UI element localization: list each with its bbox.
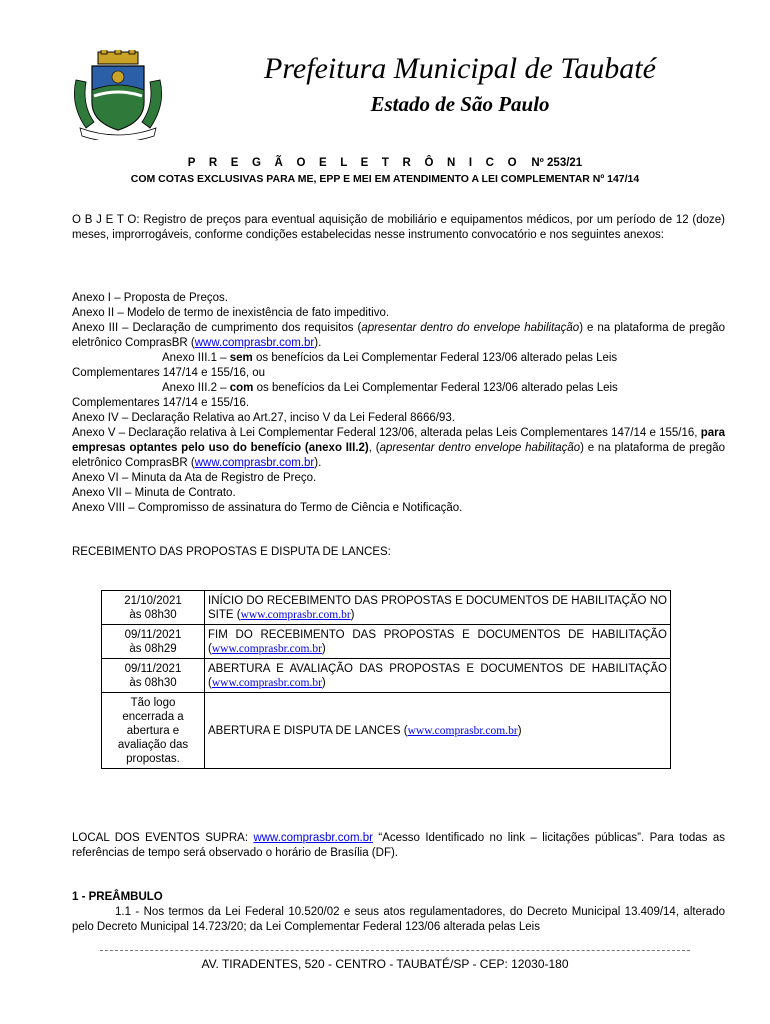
anexo-3-end: ). — [314, 337, 322, 349]
schedule-desc: ABERTURA E DISPUTA DE LANCES ( — [208, 725, 408, 737]
anexo-3-2-post: os benefícios da Lei Complementar Federal 123/06 alterado pelas Leis — [253, 382, 618, 394]
schedule-time: às 08h30 — [129, 609, 177, 621]
comprasbr-link[interactable]: www.comprasbr.com.br — [211, 677, 322, 689]
schedule-desc: INÍCIO DO RECEBIMENTO DAS PROPOSTAS E DOCUMENTOS DE HABILITAÇÃO NO SITE ( — [208, 595, 667, 621]
anexo-3-2 — [72, 381, 725, 396]
anexo-3 — [72, 321, 725, 351]
schedule-date: Tão logo encerrada a abertura e avaliação das propostas. — [117, 697, 189, 765]
table-row — [102, 625, 671, 659]
schedule-date: 09/11/2021 — [124, 663, 182, 675]
schedule-table — [101, 590, 671, 769]
preambulo-text: 1.1 - Nos termos da Lei Federal 10.520/02 e seus atos regulamentadores, do Decreto Municipal 13.409/14, alterado pelo Decreto Municipal 14.723/20; da Lei Complementar Federal 123/06 alterada pelas Leis — [72, 906, 725, 933]
local-text: “Acesso Identificado no link – licitações públicas”. Para todas as referências de tempo será observado o horário de Brasília (DF). — [72, 832, 725, 859]
schedule-time: às 08h29 — [129, 643, 177, 655]
anexo-5-bold: para empresas optantes pelo uso do benefício (anexo III.2) — [72, 427, 725, 454]
schedule-desc-cell — [205, 693, 671, 769]
footer-divider — [100, 950, 690, 951]
schedule-desc: FIM DO RECEBIMENTO DAS PROPOSTAS E DOCUMENTOS DE HABILITAÇÃO ( — [208, 629, 667, 655]
objeto-label: O B J E T O: — [72, 214, 140, 226]
city-crest-icon — [68, 50, 168, 140]
anexo-3-1 — [72, 351, 725, 366]
anexo-1: Anexo I – Proposta de Preços. — [72, 292, 228, 304]
anexo-4: Anexo IV – Declaração Relativa ao Art.27, inciso V da Lei Federal 8666/93. — [72, 412, 455, 424]
anexo-3-2-bold: com — [229, 382, 254, 394]
pregao-heading — [0, 157, 770, 169]
local-paragraph — [72, 831, 725, 861]
comprasbr-link[interactable]: www.comprasbr.com.br — [211, 643, 322, 655]
anexo-5-text: Anexo V – Declaração relativa à Lei Complementar Federal 123/06, alterada pelas Leis Complementares 147/14 e 155/16, — [72, 427, 701, 439]
schedule-date: 21/10/2021 — [124, 595, 182, 607]
cotas-heading: COM COTAS EXCLUSIVAS PARA ME, EPP E MEI EM ATENDIMENTO A LEI COMPLEMENTAR Nº 147/14 — [130, 173, 640, 185]
schedule-desc-cell — [205, 659, 671, 693]
anexo-3-italic: apresentar dentro do envelope habilitação — [361, 322, 580, 334]
page-title: Prefeitura Municipal de Taubaté — [264, 52, 656, 85]
anexo-5-post: ) e na plataforma de pregão eletrônico ComprasBR ( — [72, 442, 725, 469]
anexos-list — [72, 291, 725, 516]
table-row — [102, 659, 671, 693]
schedule-desc-end: ) — [517, 725, 522, 737]
pregao-number: Nº 253/21 — [531, 157, 583, 169]
comprasbr-link[interactable]: www.comprasbr.com.br — [194, 457, 315, 469]
anexo-8: Anexo VIII – Compromisso de assinatura do Termo de Ciência e Notificação. — [72, 502, 463, 514]
preambulo-heading: 1 - PREÂMBULO — [72, 891, 163, 903]
anexo-3-2-cont: Complementares 147/14 e 155/16. — [72, 397, 250, 409]
schedule-date: 09/11/2021 — [124, 629, 182, 641]
anexo-2: Anexo II – Modelo de termo de inexistência de fato impeditivo. — [72, 307, 390, 319]
anexo-3-text: Anexo III – Declaração de cumprimento dos requisitos ( — [72, 322, 362, 334]
schedule-desc-end: ) — [321, 677, 326, 689]
anexo-7: Anexo VII – Minuta de Contrato. — [72, 487, 236, 499]
anexo-6: Anexo VI – Minuta da Ata de Registro de Preço. — [72, 472, 317, 484]
objeto-paragraph — [72, 213, 725, 243]
anexo-3-2-pre: Anexo III.2 – — [162, 382, 230, 394]
schedule-desc-end: ) — [350, 609, 355, 621]
local-label: LOCAL DOS EVENTOS SUPRA: — [72, 832, 254, 844]
anexo-3-1-pre: Anexo III.1 – — [162, 352, 230, 364]
comprasbr-link[interactable]: www.comprasbr.com.br — [253, 832, 373, 844]
anexo-5-mid: , ( — [368, 442, 380, 454]
anexo-3-text-2: ) e na plataforma de pregão eletrônico ComprasBR ( — [72, 322, 725, 349]
anexo-3-1-cont: Complementares 147/14 e 155/16, ou — [72, 367, 266, 379]
schedule-desc-cell — [205, 625, 671, 659]
pregao-label: P R E G Ã O E L E T R Ô N I C O — [187, 157, 522, 169]
comprasbr-link[interactable]: www.comprasbr.com.br — [194, 337, 315, 349]
schedule-date-cell — [102, 693, 205, 769]
page-subtitle: Estado de São Paulo — [370, 92, 550, 116]
schedule-time: às 08h30 — [129, 677, 177, 689]
comprasbr-link[interactable]: www.comprasbr.com.br — [240, 609, 351, 621]
recebimento-heading: RECEBIMENTO DAS PROPOSTAS E DISPUTA DE LANCES: — [72, 546, 391, 558]
anexo-3-1-post: os benefícios da Lei Complementar Federal 123/06 alterado pelas Leis — [252, 352, 618, 364]
schedule-desc-end: ) — [321, 643, 326, 655]
schedule-desc: ABERTURA E AVALIAÇÃO DAS PROPOSTAS E DOCUMENTOS DE HABILITAÇÃO ( — [208, 663, 667, 689]
anexo-5 — [72, 426, 725, 471]
schedule-desc-cell — [205, 591, 671, 625]
anexo-3-1-bold: sem — [229, 352, 253, 364]
schedule-date-cell — [102, 591, 205, 625]
anexo-5-italic: apresentar dentro envelope habilitação — [379, 442, 581, 454]
anexo-5-end: ). — [314, 457, 322, 469]
table-row — [102, 591, 671, 625]
schedule-date-cell — [102, 659, 205, 693]
schedule-date-cell — [102, 625, 205, 659]
table-row — [102, 693, 671, 769]
comprasbr-link[interactable]: www.comprasbr.com.br — [407, 725, 518, 737]
footer-address: AV. TIRADENTES, 520 - CENTRO - TAUBATÉ/SP - CEP: 12030-180 — [201, 957, 569, 971]
objeto-text: Registro de preços para eventual aquisição de mobiliário e equipamentos médicos, por um período de 12 (doze) meses, improrrogáveis, conforme condições estabelecidas nesse instrumento convocatório e nos seguintes anexos: — [72, 214, 725, 241]
